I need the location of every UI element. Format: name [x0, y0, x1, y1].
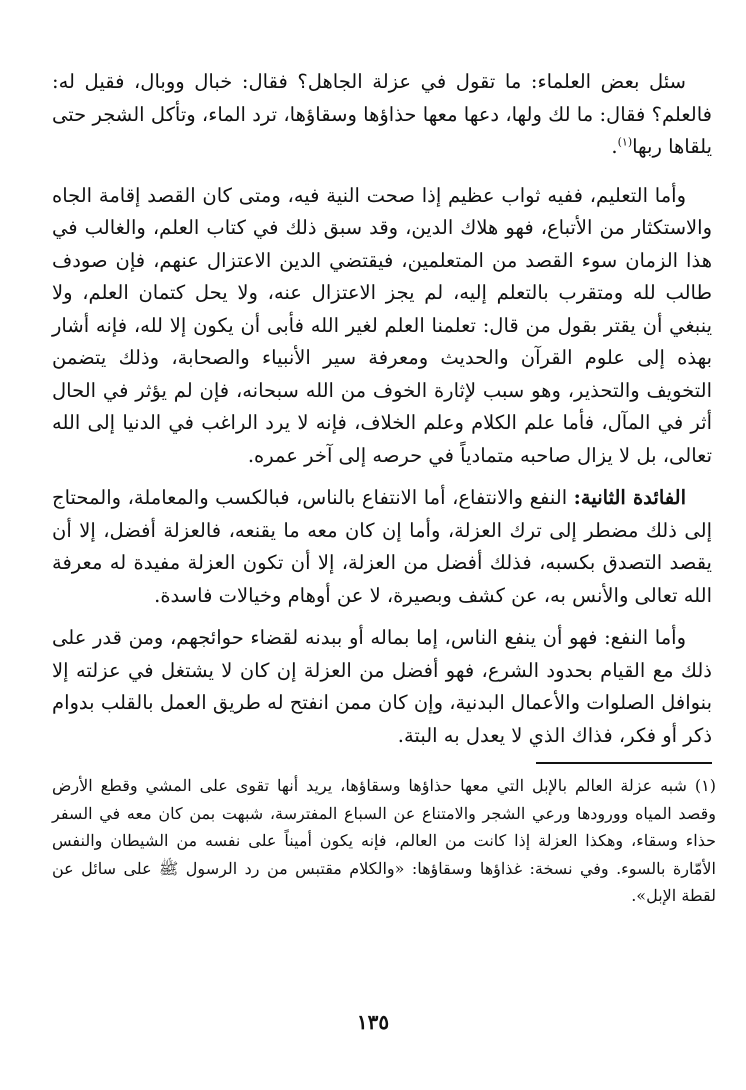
footnote-text: شبه عزلة العالم بالإبل التي معها حذاؤها وسقاؤها، يريد أنها تقوى على المشي وقطع الأرض وقصد المياه وورودها ورعي الشجر والامتناع عن السباع المفترسة، شبهت بمن كان معه في السفر حذاء وسقاء، وهكذا العزلة إذا كانت من العالم، فإنه يكون أميناً على نفسه من الشيطان والنفس الأمّارة بالسوء. وفي نسخة: غذاؤها وسقاؤها: «والكلام مقتبس من رد الرسول ﷺ على سائل عن لقطة الإبل». — [52, 776, 716, 905]
footnote-marker: (١) — [694, 776, 716, 795]
footnote-divider — [536, 762, 712, 764]
paragraph-3 — [52, 482, 712, 612]
page-number: ١٣٥ — [356, 1010, 390, 1034]
footnote — [52, 772, 716, 910]
paragraph-2: وأما التعليم، ففيه ثواب عظيم إذا صحت النية فيه، ومتى كان القصد إقامة الجاه والاستكثار من الأتباع، فهو هلاك الدين، وقد سبق ذلك في كتاب العلم، والغالب في هذا الزمان سوء القصد من المتعلمين، فيقتضي الدين الاعتزال عنهم، فإن صودف طالب لله ومتقرب بالتعلم إليه، لم يجز الاعتزال عنه، ولا يحل كتمان العلم، ولا ينبغي أن يقتر بقول من قال: تعلمنا العلم لغير الله فأبى أن يكون إلا لله، فإنه أشار بهذه إلى علوم القرآن والحديث ومعرفة سير الأنبياء والصحابة، وذلك يتضمن التخويف والتحذير، وهو سبب لإثارة الخوف من الله سبحانه، فإن لم يؤثر في الحال أثر في المآل، فأما علم الكلام وعلم الخلاف، فإنه لا يرد الراغب في الدنيا إلى الله تعالى، بل لا يزال صاحبه متمادياً في حرصه إلى آخر عمره. — [52, 183, 712, 467]
paragraph-1-end: . — [611, 135, 618, 158]
paragraph-4: وأما النفع: فهو أن ينفع الناس، إما بماله أو ببدنه لقضاء حوائجهم، ومن قدر على ذلك مع القيام بحدود الشرع، فهو أفضل من العزلة إن كان لا يشتغل في عزلته إلا بنوافل الصلوات والأعمال البدنية، وإن كان ممن انفتح له طريق العمل بالقلب بدوام ذكر أو فكر، فذاك الذي لا يعدل به البتة. — [52, 626, 712, 747]
page-body — [52, 66, 712, 752]
paragraph-3-text: النفع والانتفاع، أما الانتفاع بالناس، فبالكسب والمعاملة، والمحتاج إلى ذلك مضطر إلى ترك العزلة، وأما إن كان معه ما يقنعه، فالعزلة أفضل، إلا أن يقصد التصدق بكسبه، فذلك أفضل من العزلة، إلا أن تكون العزلة مفيدة له معرفة الله تعالى والأنس به، عن كشف وبصيرة، لا عن أوهام وخيالات فاسدة. — [52, 486, 712, 607]
section-heading: الفائدة الثانية: — [573, 486, 686, 509]
paragraph-1-text: سئل بعض العلماء: ما تقول في عزلة الجاهل؟ فقال: خبال ووبال، فقيل له: فالعلم؟ فقال: ما لك ولها، دعها معها حذاؤها وسقاؤها، ترد الماء، وتأكل الشجر حتى يلقاها ربها — [52, 70, 712, 158]
paragraph-1 — [52, 66, 712, 164]
footnote-reference[interactable]: (١) — [617, 135, 633, 149]
